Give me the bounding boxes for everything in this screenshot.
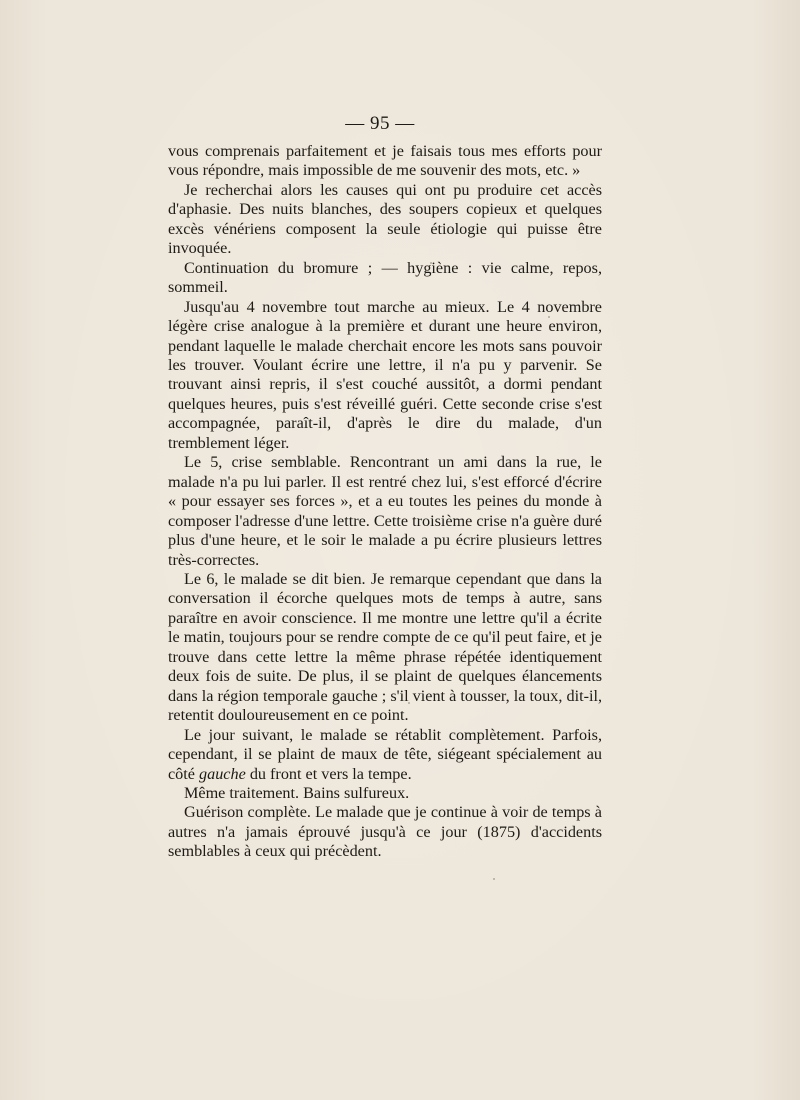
paper-speck (448, 308, 450, 310)
paragraph-text: Le jour suivant, le malade se rétablit complètement. Parfois, cependant, il se plaint de maux de tête, siégeant spécialement au côté (168, 725, 602, 783)
paper-speck (548, 316, 550, 318)
paragraph: Jusqu'au 4 novembre tout marche au mieux. Le 4 novembre légère crise analogue à la première et durant une heure environ, pendant laquelle le malade cherchait encore les mots sans pouvoir les trouver. Voulant écrire une lettre, il n'a pu y parvenir. Se trouvant ainsi repris, il s'est couché aussitôt, a dormi pendant quelques heures, puis s'est réveillé guéri. Cette seconde crise s'est accompagnée, paraît-il, d'après le dire du malade, d'un tremblement léger. (168, 297, 602, 452)
paragraph: Même traitement. Bains sulfureux. (184, 783, 410, 802)
italic-word: gauche (199, 764, 246, 783)
paragraph-text: du front et vers la tempe. (245, 764, 412, 783)
paper-speck (430, 262, 432, 264)
paper-speck (493, 878, 495, 880)
paragraph: Guérison complète. Le malade que je continue à voir de temps à autres n'a jamais éprouvé jusqu'à ce jour (1875) d'accidents semblables à ceux qui précèdent. (168, 803, 602, 861)
paragraph: Continuation du bromure ; — hygiène : vie calme, repos, sommeil. (168, 258, 602, 297)
paper-speck (408, 702, 410, 704)
paragraph: Je recherchai alors les causes qui ont pu produire cet accès d'aphasie. Des nuits blanches, des soupers copieux et quelques excès vénériens composent la seule étiologie qui puisse être invoquée. (168, 180, 602, 258)
paragraph: Le 6, le malade se dit bien. Je remarque cependant que dans la conversation il écorche quelques mots de temps à autre, sans paraître en avoir conscience. Il me montre une lettre qu'il a écrite le matin, toujours pour se rendre compte de ce qu'il peut faire, et je trouve dans cette lettre la même phrase répétée identiquement deux fois de suite. De plus, il se plaint de quelques élancements dans la région temporale gauche ; s'il vient à tousser, la toux, dit-il, retentit douloureusement en ce point. (168, 569, 602, 725)
body-text (168, 142, 602, 862)
paragraph (168, 726, 602, 784)
page-number: — 95 — (345, 113, 415, 134)
paragraph: Le 5, crise semblable. Rencontrant un ami dans la rue, le malade n'a pu lui parler. Il est rentré chez lui, s'est efforcé d'écrire « pour essayer ses forces », et a eu toutes les peines du monde à composer l'adresse d'une lettre. Cette troisième crise n'a guère duré plus d'une heure, et le soir le malade a pu écrire plusieurs lettres très-correctes. (168, 453, 602, 569)
paragraph: vous comprenais parfaitement et je faisais tous mes efforts pour vous répondre, mais impossible de me souvenir des mots, etc. » (168, 142, 602, 180)
